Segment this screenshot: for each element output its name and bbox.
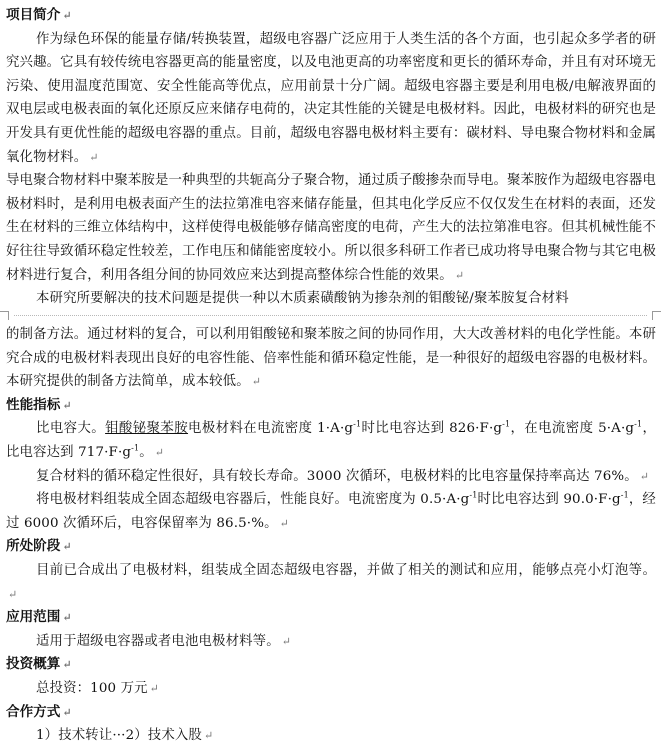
- paragraph-mark-icon: ↵: [62, 9, 72, 22]
- paragraph-mark-icon: ↵: [279, 516, 289, 530]
- paragraph-mark-icon: ↵: [8, 587, 18, 601]
- paragraph-mark-icon: ↵: [454, 268, 465, 282]
- investment-text: 总投资：100 万元 ↵: [36, 680, 160, 696]
- performance-heading: 性能指标 ↵: [6, 396, 72, 413]
- paragraph-mark-icon: ↵: [62, 705, 72, 719]
- stage-text: 目前已合成出了电极材料，组装成全固态超级电容器，并做了相关的测试和应用，能够点亮小灯泡等。↵: [8, 562, 656, 601]
- paragraph-mark-icon: ↵: [639, 469, 650, 483]
- paragraph-mark-icon: ↵: [62, 658, 72, 672]
- paragraph-mark-icon: ↵: [62, 611, 72, 625]
- intro-paragraph-2: 导电聚合物材料中聚苯胺是一种典型的共轭高分子聚合物，通过质子酸掺杂而导电。聚苯胺作为超级电容器电极材料时，是利用电极表面产生的法拉第准电容来储存能量，但其电化学反应不仅仅发生在材料的表面，还发生在材料的三维立体结构中，这样使得电极能够存储高密度的电荷，产生大的法拉第准电容。但其机械性能不好往往导致循环稳定性较差，工作电压和储能密度较小。所以很多科研工作者已成功将导电聚合物与其它电极材料进行复合，利用各组分间的协同效应来达到提高整体综合性能的效果。 ↵: [6, 173, 656, 283]
- cooperation-text: 1）技术转让···2）技术入股 ↵: [36, 728, 214, 744]
- paragraph-mark-icon: ↵: [154, 445, 165, 459]
- paragraph-mark-icon: ↵: [281, 634, 292, 648]
- page-corner-mark-right: [652, 311, 661, 320]
- intro-paragraph-3-start: 本研究所要解决的技术问题是提供一种以木质素磺酸钠为掺杂剂的钼酸铋/聚苯胺复合材料: [36, 291, 569, 307]
- paragraph-mark-icon: ↵: [62, 398, 72, 412]
- intro-section: [6, 4, 656, 311]
- page-corner-mark-left: [0, 311, 9, 320]
- material-name: 钼酸铋聚苯胺: [105, 421, 189, 437]
- stage-heading: 所处阶段 ↵: [6, 538, 72, 555]
- page-break: [0, 311, 661, 319]
- intro-paragraph-3-end: 的制备方法。通过材料的复合，可以利用钼酸铋和聚苯胺之间的协同作用，大大改善材料的电化学性能。本研究合成的电极材料表现出良好的电容性能、倍率性能和循环稳定性能，是一种很好的超级电容器的电极材料。本研究提供的制备方法简单，成本较低。 ↵: [6, 327, 656, 390]
- performance-capacitance: 比电容大。钼酸铋聚苯胺电极材料在电流密度 $1\cdot A\cdot g^{-1}$时比电容达到 $826\cdot F\cdot g^{-1}$，在电流密度 $5\cdot A\cdot g^{-1}$，比电容达到 $717\cdot F\cdot g^{-1}$。 ↵: [6, 419, 657, 460]
- intro-paragraph-1: 作为绿色环保的能量存储/转换装置，超级电容器广泛应用于人类生活的各个方面，也引起众多学者的研究兴趣。它具有较传统电容器更高的能量密度，以及电池更高的功率密度和更长的循环寿命，并且有对环境无污染、使用温度范围宽、安全性能高等优点，应用前景十分广阔。超级电容器主要是利用电极/电解液界面的双电层或电极表面的氧化还原反应来储存电荷的，决定其性能的关键是电极材料。因此，电极材料的研究也是开发具有更优性能的超级电容器的重点。目前，超级电容器电极材料主要有：碳材料、导电聚合物材料和金属氧化物材料。 ↵: [6, 31, 656, 165]
- page-break-line: [14, 315, 647, 316]
- paragraph-mark-icon: ↵: [62, 540, 72, 554]
- paragraph-mark-icon: ↵: [149, 681, 160, 695]
- performance-cycling: 复合材料的循环稳定性很好，具有较长寿命。3000 次循环，电极材料的比电容量保持率高达 76%。 ↵: [36, 468, 650, 484]
- intro-heading: 项目简介 ↵: [6, 7, 72, 23]
- application-heading: 应用范围 ↵: [6, 609, 72, 626]
- paragraph-mark-icon: ↵: [251, 375, 262, 389]
- cooperation-heading: 合作方式 ↵: [6, 703, 72, 720]
- performance-device: 将电极材料组装成全固态超级电容器后，性能良好。电流密度为 $0.5\cdot A\cdot g^{-1}$时比电容达到 $90.0\cdot F\cdot g^{-1}$，经过 6000 次循环后，电容保留率为 86.5·%。 ↵: [6, 490, 656, 531]
- application-text: 适用于超级电容器或者电池电极材料等。 ↵: [36, 633, 292, 649]
- continued-section: [6, 323, 656, 748]
- paragraph-mark-icon: ↵: [203, 729, 214, 743]
- paragraph-mark-icon: ↵: [89, 150, 99, 164]
- investment-heading: 投资概算 ↵: [6, 656, 72, 673]
